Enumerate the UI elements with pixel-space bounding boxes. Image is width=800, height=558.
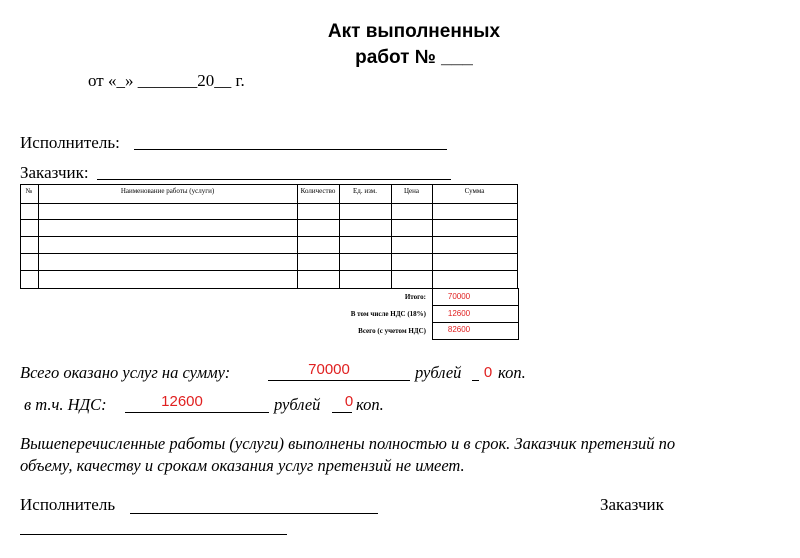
vat-line-rub-label: рублей — [274, 395, 321, 414]
vat-line-kop-value[interactable]: 0 — [340, 393, 358, 411]
document-title-line1: Акт выполненных — [327, 21, 501, 42]
summary-vat-value[interactable]: 12600 — [441, 309, 477, 319]
executor-underline — [134, 149, 447, 150]
vat-line-amount[interactable]: 12600 — [151, 393, 213, 411]
table-header-quantity: Количество — [300, 187, 336, 195]
services-sum-kop-value[interactable]: 0 — [479, 364, 497, 382]
table-header-sum: Сумма — [464, 187, 485, 195]
services-sum-rub-label: рублей — [415, 363, 462, 382]
signature-executor-line — [130, 513, 378, 514]
summary-total-value[interactable]: 70000 — [441, 292, 477, 302]
signature-customer-line — [20, 534, 287, 535]
services-sum-label: Всего оказано услуг на сумму: — [20, 363, 231, 382]
services-sum-amount[interactable]: 70000 — [298, 361, 360, 379]
summary-grand-label: Всего (с учетом НДС) — [358, 327, 426, 335]
table-header-unit: Ед. изм. — [353, 187, 377, 195]
vat-line-label: в т.ч. НДС: — [24, 395, 107, 414]
summary-vat-label: В том числе НДС (18%) — [350, 310, 426, 318]
table-header-number: № — [25, 187, 33, 195]
executor-label: Исполнитель: — [20, 133, 120, 152]
signature-executor-label: Исполнитель — [20, 495, 116, 514]
table-header-name: Наименование работы (услуги) — [120, 187, 215, 195]
works-table — [20, 184, 518, 289]
document-title-line2: работ № ___ — [355, 47, 473, 68]
table-header-price: Цена — [403, 187, 419, 195]
signature-customer-label: Заказчик — [600, 495, 664, 514]
summary-total-label: Итого: — [404, 293, 426, 301]
services-sum-kop-label: коп. — [498, 363, 526, 382]
date-line: от «_» _______20__ г. — [88, 71, 245, 90]
statement-line1: Вышеперечисленные работы (услуги) выполнены полностью и в срок. Заказчик претензий по — [20, 434, 676, 453]
summary-grand-value[interactable]: 82600 — [441, 325, 477, 335]
vat-line-kop-label: коп. — [356, 395, 384, 414]
statement-line2: объему, качеству и срокам оказания услуг претензий не имеет. — [20, 456, 465, 475]
customer-label: Заказчик: — [20, 163, 89, 182]
customer-underline — [97, 179, 451, 180]
